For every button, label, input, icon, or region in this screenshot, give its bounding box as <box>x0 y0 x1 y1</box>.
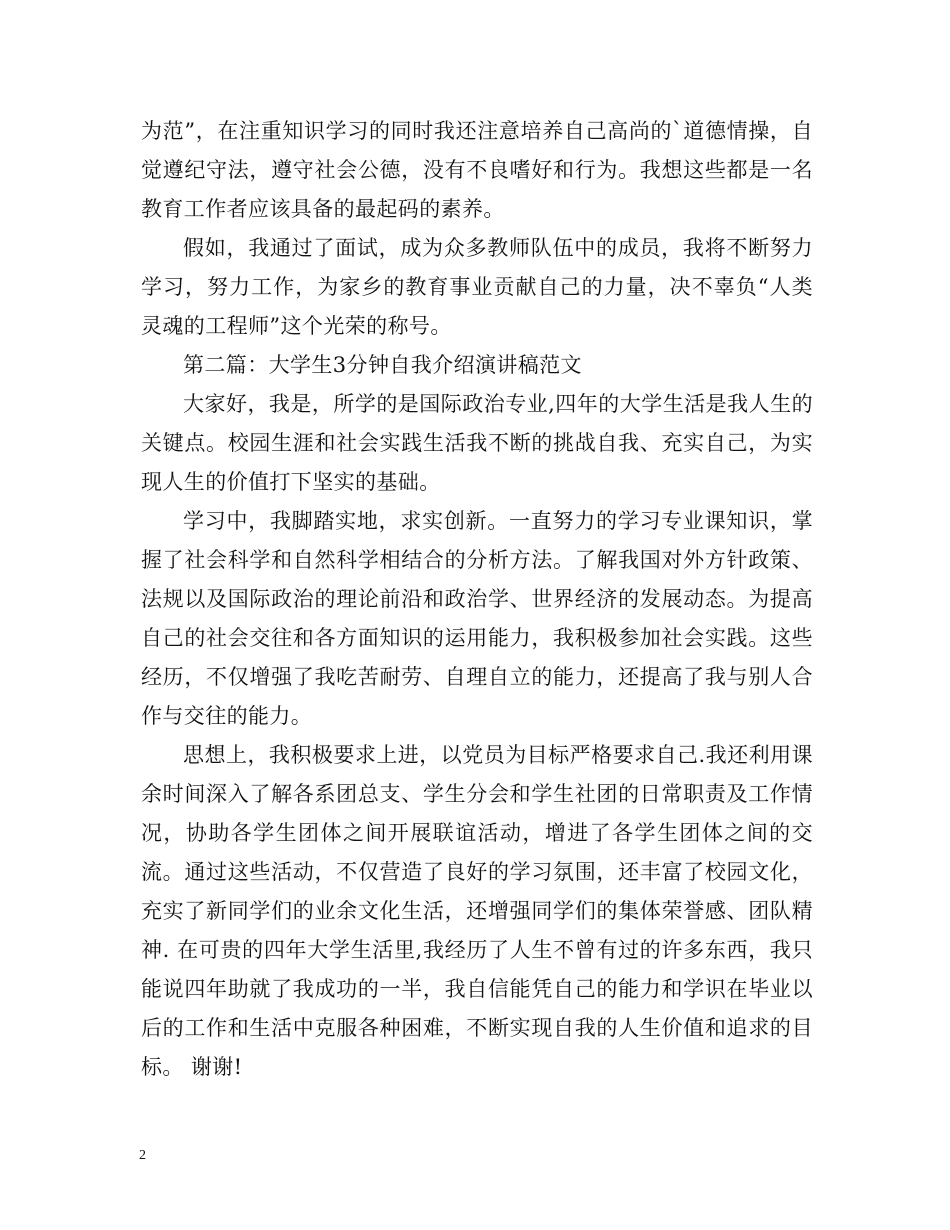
paragraph: 大家好，我是，所学的是国际政治专业,四年的大学生活是我人生的关键点。校园生涯和社会实践生活我不断的挑战自我、充实自己，为实现人生的价值打下坚实的基础。 <box>141 392 813 494</box>
body-text <box>141 112 813 1087</box>
paragraph: 学习中，我脚踏实地，求实创新。一直努力的学习专业课知识，掌握了社会科学和自然科学相结合的分析方法。了解我国对外方针政策、法规以及国际政治的理论前沿和政治学、世界经济的发展动态。为提高自己的社会交往和各方面知识的运用能力，我积极参加社会实践。这些经历，不仅增强了我吃苦耐劳、自理自立的能力，还提高了我与别人合作与交往的能力。 <box>141 509 813 728</box>
paragraph: 假如，我通过了面试，成为众多教师队伍中的成员，我将不断努力学习，努力工作，为家乡的教育事业贡献自己的力量，决不辜负“人类灵魂的工程师”这个光荣的称号。 <box>141 236 813 338</box>
page-number: 2 <box>139 1148 146 1163</box>
paragraph: 为范”，在注重知识学习的同时我还注意培养自己高尚的`道德情操，自觉遵纪守法，遵守社会公德，没有不良嗜好和行为。我想这些都是一名教育工作者应该具备的最起码的素养。 <box>141 119 813 221</box>
section-heading: 第二篇：大学生3分钟自我介绍演讲稿范文 <box>183 353 582 377</box>
paragraph: 思想上，我积极要求上进，以党员为目标严格要求自己.我还利用课余时间深入了解各系团总支、学生分会和学生社团的日常职责及工作情况，协助各学生团体之间开展联谊活动，增进了各学生团体之间的交流。通过这些活动，不仅营造了良好的学习氛围，还丰富了校园文化，充实了新同学们的业余文化生活，还增强同学们的集体荣誉感、团队精神. 在可贵的四年大学生活里,我经历了人生不曾有过的许多东西，我只能说四年助就了我成功的一半，我自信能凭自己的能力和学识在毕业以后的工作和生活中克服各种困难，不断实现自我的人生价值和追求的目标。 谢谢! <box>141 743 813 1079</box>
